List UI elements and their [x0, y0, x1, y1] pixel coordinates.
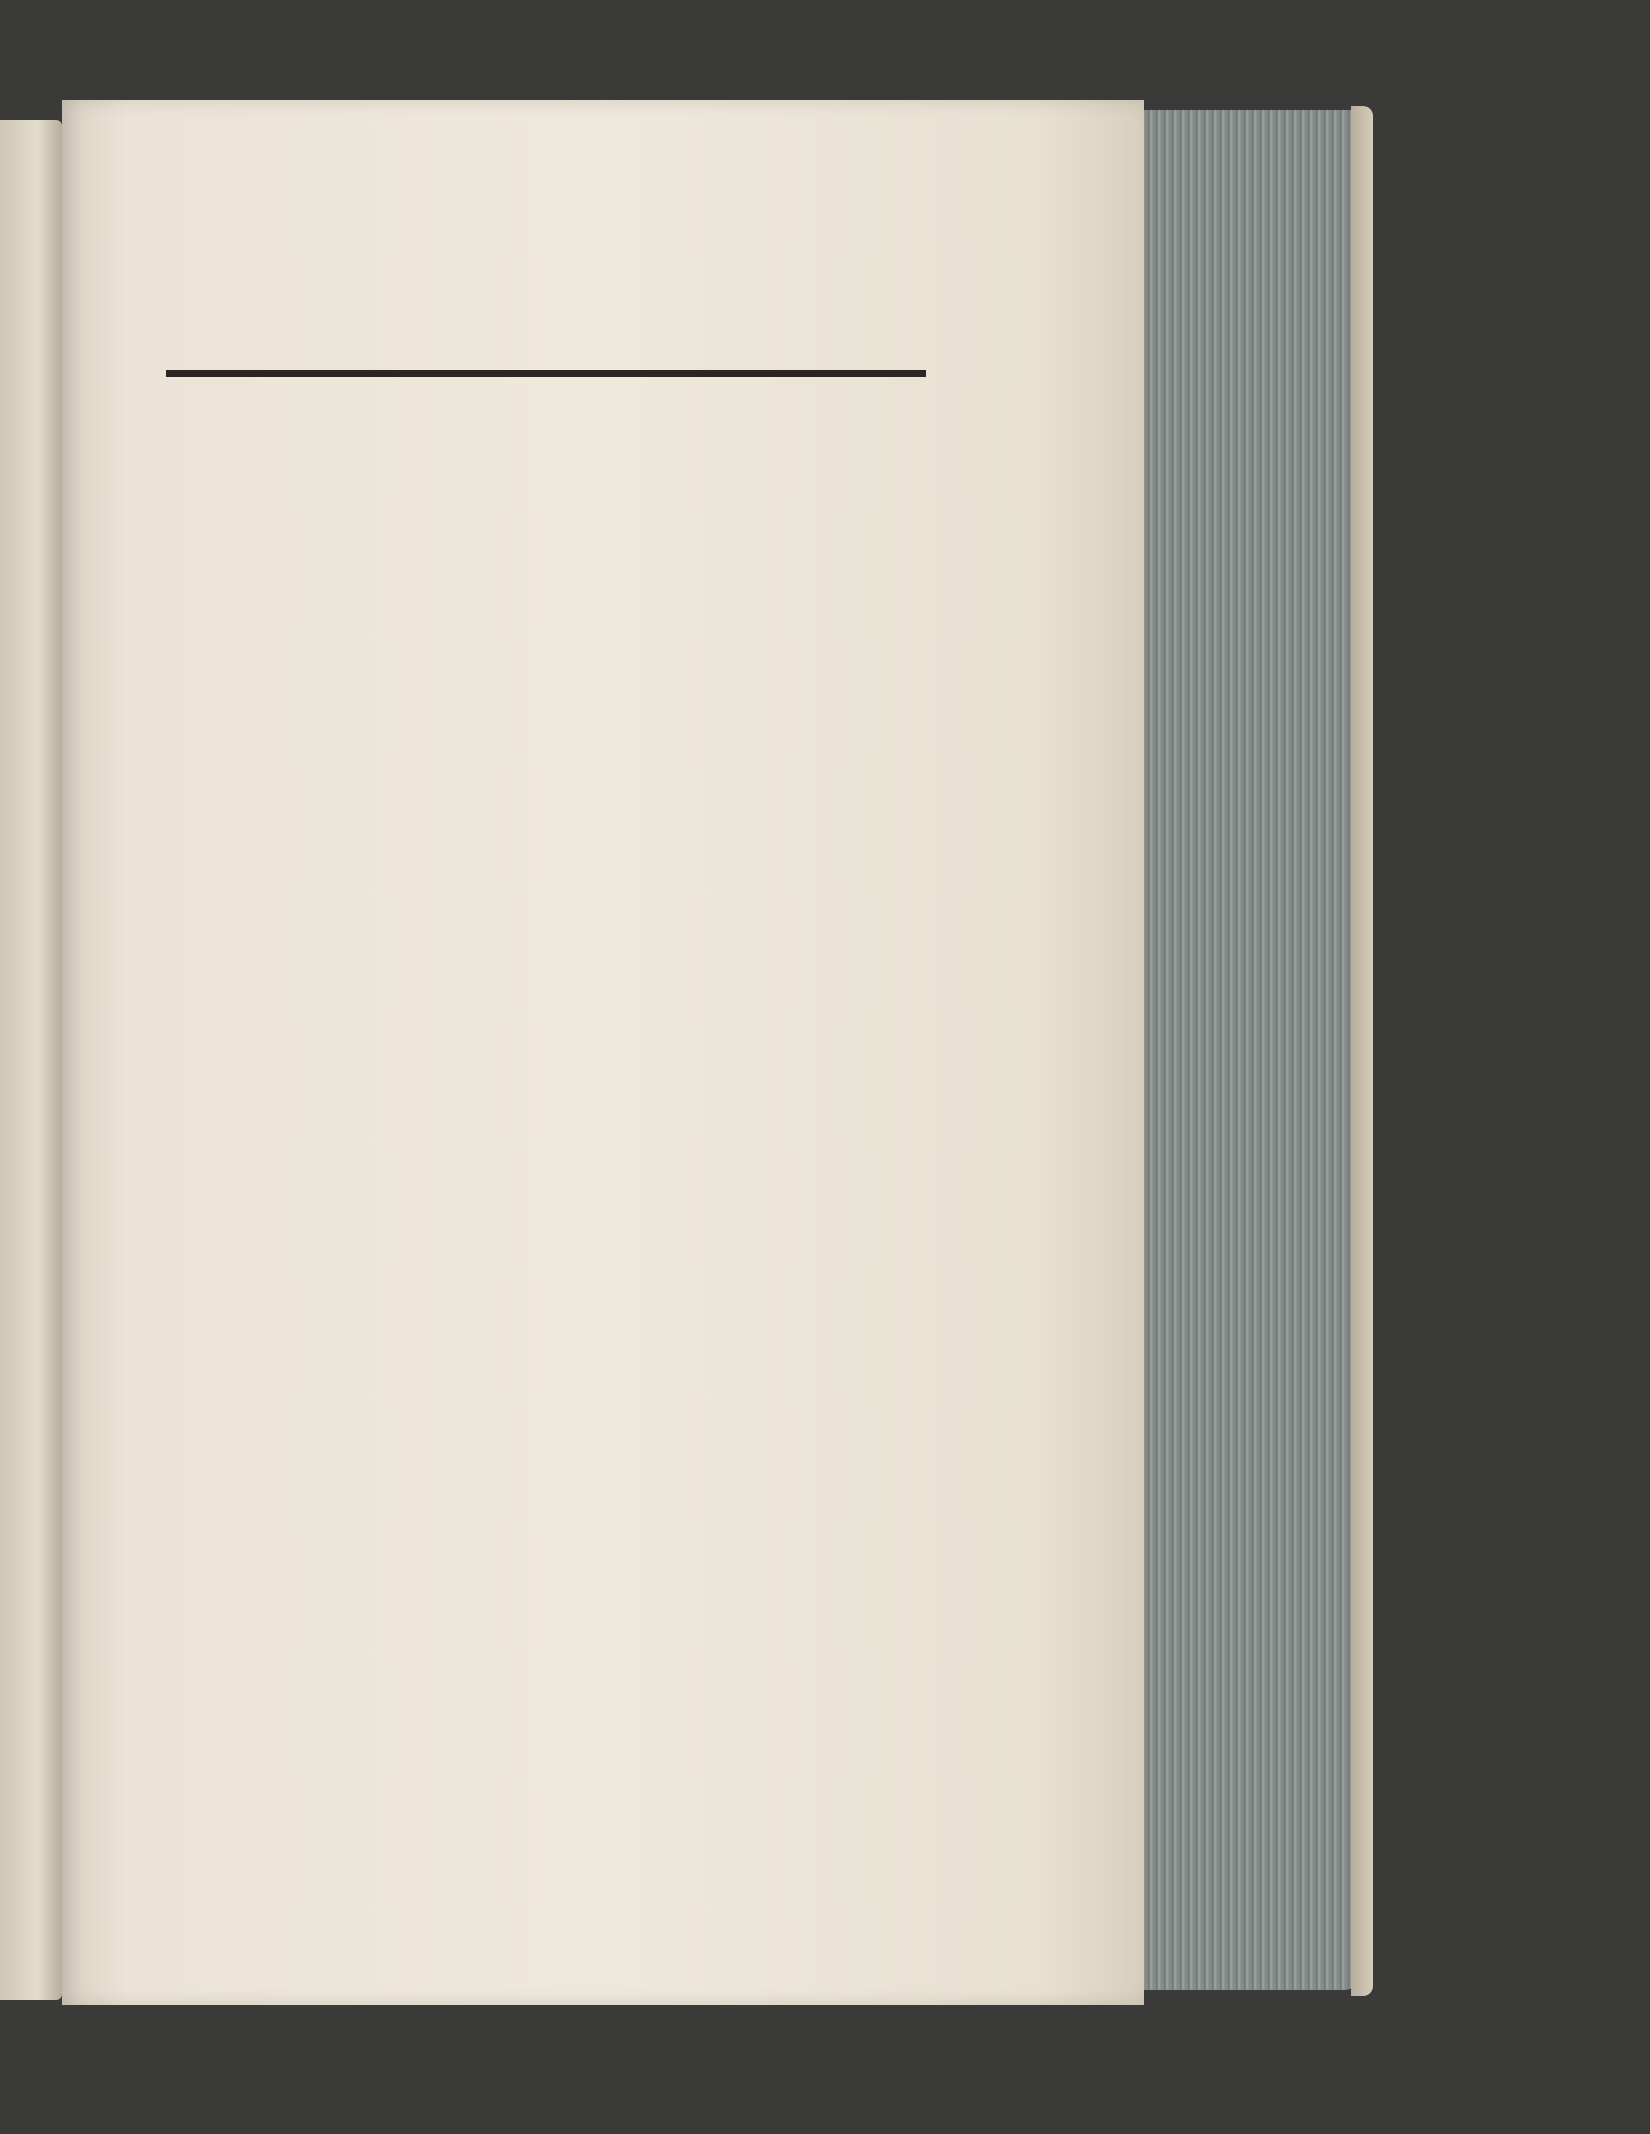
- book-page-edges: [1110, 110, 1359, 1990]
- page-header: [170, 262, 940, 316]
- dropcap-lines: [288, 417, 940, 559]
- dropcap-initial: [170, 417, 282, 559]
- dropcap-paragraph-start: [170, 417, 940, 559]
- facing-page-edge: [0, 120, 62, 2000]
- page-content: [170, 262, 940, 559]
- body-text: [170, 417, 940, 559]
- section-divider-rule: [166, 370, 926, 377]
